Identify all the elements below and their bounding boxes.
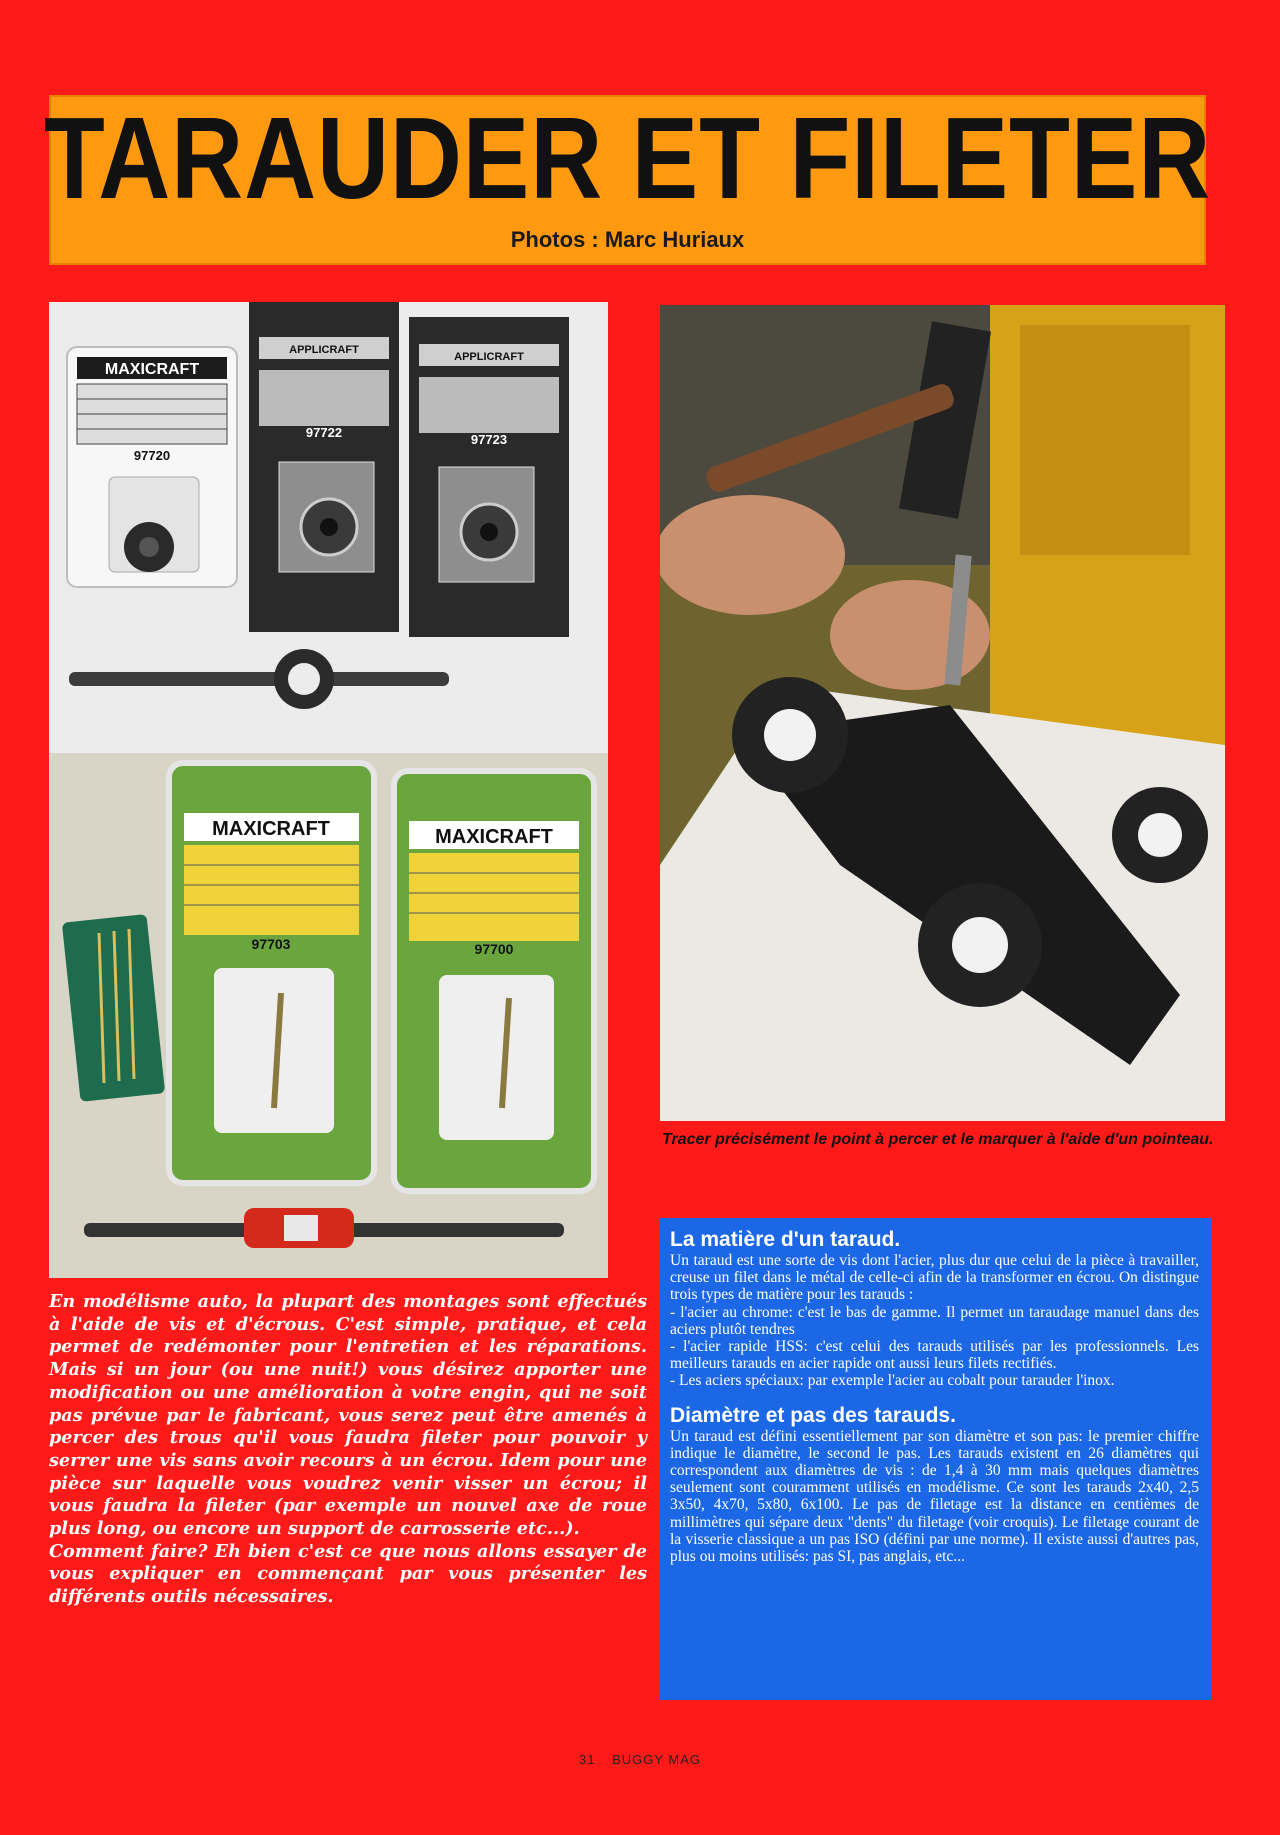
tap-pack-code-2: 97700 <box>474 941 514 957</box>
box-text-material: Un taraud est une sorte de vis dont l'acier, plus dur que celui de la pièce à travailler, creuse un filet dans le métal de celle-ci afin de la transformer en écrou. On distingue trois types de matière pour les tarauds : - l'acier au chrome: c'est le bas de gamme. Il permet un taraudage manuel dans des aciers plutôt tendres - l'acier rapide HSS: c'est celui des tarauds utilisés par les professionnels. Les meilleurs tarauds en acier rapide ont aussi leurs filets rectifiés. - Les aciers spéciaux: par exemple l'acier au cobalt pour tarauder l'inox. <box>670 1252 1199 1390</box>
title-banner <box>43 92 1212 265</box>
pack-brand-1: MAXICRAFT <box>104 361 200 378</box>
pack-brand-2: APPLICRAFT <box>289 344 359 356</box>
magazine-name: BUGGY MAG <box>612 1752 702 1767</box>
photo-buggy-punch <box>660 305 1225 1121</box>
box-text-diameter: Un taraud est défini essentiellement par son diamètre et son pas: le premier chiffre indique le diamètre, le second le pas. Les tarauds existent en 26 diamètres qui correspondent aux diamètres de vis : de 1,4 à 30 mm mais quelques diamètres seulement sont couramment utilisés en modélisme. Ce sont les tarauds 2x40, 2,5 3x50, 4x70, 5x80, 6x100. Le pas de filetage est la distance en centièmes de millimètres qui sépare deux "dents" du filetage (voir croquis). Le filetage courant de la visserie classique a un pas ISO (défini par une norme). Il existe aussi d'autres pas, plus ou moins utilisés: pas SI, pas anglais, etc... <box>670 1427 1199 1566</box>
page-footer <box>0 1752 1280 1767</box>
page-number: 31 <box>578 1752 596 1767</box>
tap-pack-code-1: 97703 <box>251 936 291 952</box>
tap-pack-brand-2: MAXICRAFT <box>435 826 553 848</box>
photo-credit: Photos : Marc Huriaux <box>510 227 745 252</box>
pack-brand-3: APPLICRAFT <box>454 351 524 363</box>
sidebar-box <box>659 1218 1211 1700</box>
intro-paragraph: En modélisme auto, la plupart des montages sont effectués à l'aide de vis et d'écrous. C'est simple, pratique, et cela permet de redémonter pour l'entretien et les réparations. Mais si un jour (ou une nuit!) vous désirez apporter une modification ou une amélioration à votre engin, qui ne soit pas prévue par le fabricant, vous serez peut être amenés à percer des trous qu'il vous faudra fileter pour pouvoir y serrer une vis sans avoir recours à un écrou. Idem pour une pièce sur laquelle vous voudrez venir visser un écrou; il vous faudra la fileter (par exemple un nouvel axe de roue plus long, ou encore un support de carrosserie etc...). Comment faire? Eh bien c'est ce que nous allons essayer de vous expliquer en commençant par vous présenter les différents outils nécessaires. <box>49 1291 647 1608</box>
photo-dies-packs <box>49 302 608 753</box>
pack-code-2: 97722 <box>305 425 343 440</box>
tap-pack-brand-1: MAXICRAFT <box>212 818 330 840</box>
pack-code-3: 97723 <box>470 432 508 447</box>
pack-code-1: 97720 <box>133 448 171 463</box>
box-heading-material: La matière d'un taraud. <box>670 1228 901 1251</box>
photo-caption: Tracer précisément le point à percer et le marquer à l'aide d'un pointeau. <box>662 1131 1214 1148</box>
page-title: TARAUDER ET FILETER <box>43 92 1212 223</box>
photo-taps-packs <box>49 753 608 1278</box>
box-heading-diameter: Diamètre et pas des tarauds. <box>670 1403 956 1427</box>
